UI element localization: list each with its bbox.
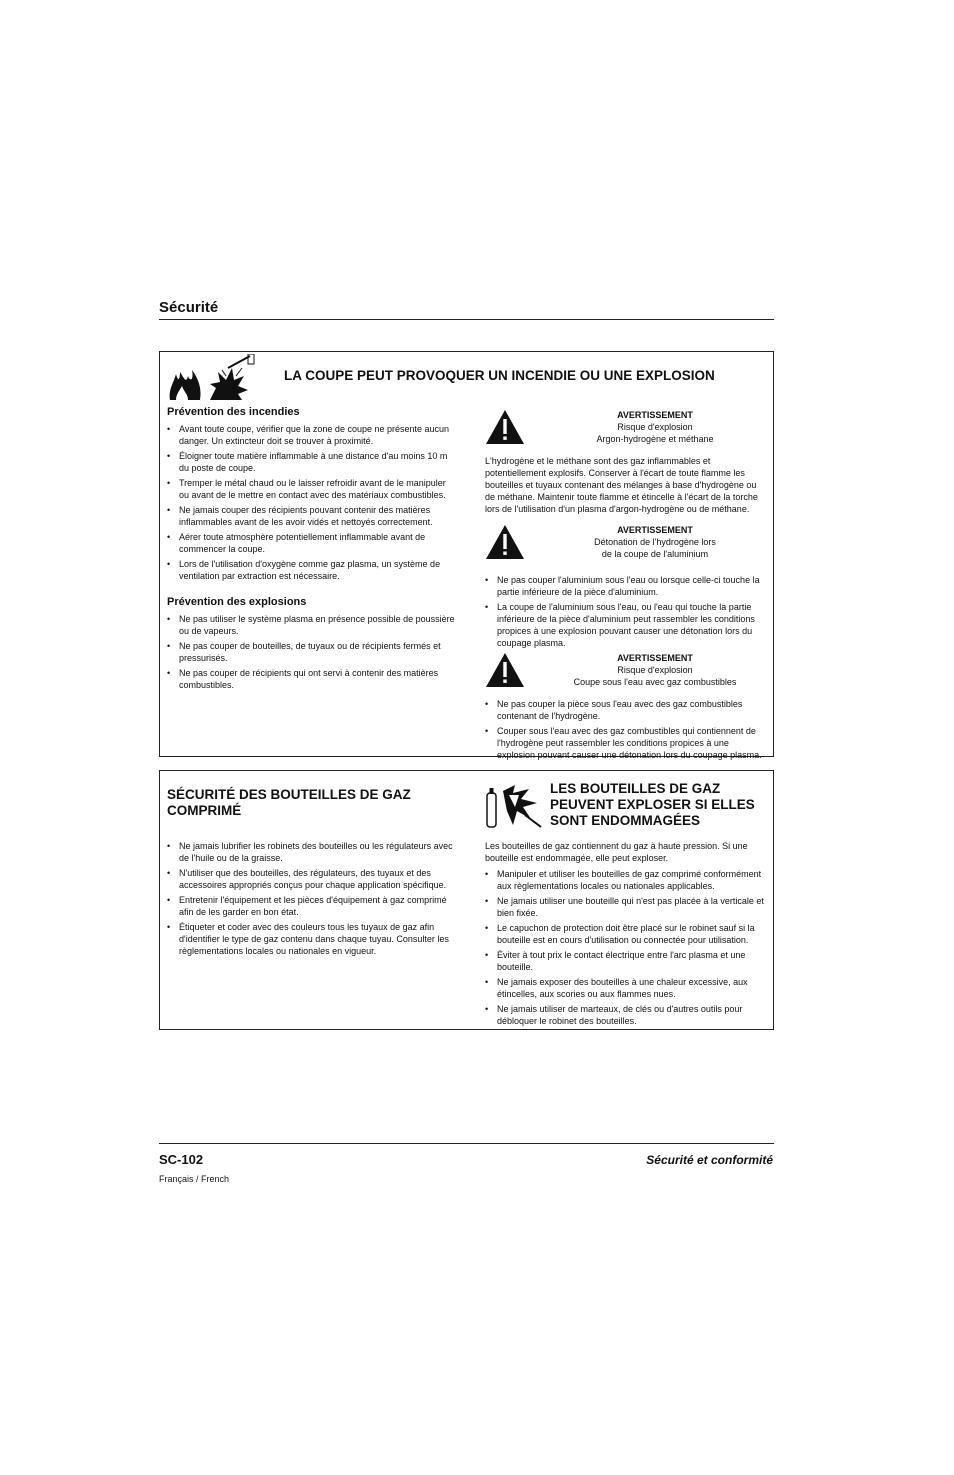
warning-line: Risque d'explosion [617, 422, 693, 432]
panel-title: LA COUPE PEUT PROVOQUER UN INCENDIE OU UNE EXPLOSION [284, 368, 715, 383]
warning-title: AVERTISSEMENT [617, 653, 693, 663]
explosion-prevention-heading: Prévention des explosions [167, 596, 307, 608]
panel-title: SÉCURITÉ DES BOUTEILLES DE GAZ COMPRIMÉ [167, 787, 411, 818]
fire-explosion-panel [159, 351, 774, 760]
list-item: • Ne pas couper la pièce sous l'eau avec des gaz combustibles contenant de l'hydrogène. [485, 698, 767, 722]
list-item: • La coupe de l'aluminium sous l'eau, ou l'eau qui touche la partie inférieure de la pièce d'aluminium peut rassembler les conditions propices à une explosion pouvant causer une détonation lors du coupage plasma. [485, 601, 767, 649]
list-item: • Le capuchon de protection doit être placé sur le robinet sauf si la bouteille est en cours d'utilisation ou connectée pour utilisation. [485, 922, 767, 946]
fire-explosion-icon [166, 354, 262, 402]
list-item: • Éloigner toute matière inflammable à une distance d'au moins 10 m du poste de coupe. [167, 450, 457, 474]
explosion-prevention-list [167, 613, 457, 691]
warning-2-list [485, 574, 767, 649]
fire-prevention-heading: Prévention des incendies [167, 406, 300, 418]
warning-triangle-icon [485, 652, 525, 688]
list-item: • Ne jamais lubrifier les robinets des bouteilles ou les régulateurs avec de l'huile ou de la graisse. [167, 840, 457, 864]
footer-rule [159, 1143, 774, 1144]
fire-prevention-list [167, 423, 457, 582]
footer-language: Français / French [159, 1174, 230, 1184]
list-item: • Manipuler et utiliser les bouteilles de gaz comprimé conformément aux règlementations locales ou nationales applicables. [485, 868, 767, 892]
cylinder-danger-list [485, 868, 767, 1027]
list-item: • Avant toute coupe, vérifier que la zone de coupe ne présente aucun danger. Un extincteur doit se trouver à proximité. [167, 423, 457, 447]
list-item: • Ne pas utiliser le système plasma en présence possible de poussière ou de vapeurs. [167, 613, 457, 637]
header-rule [159, 319, 774, 320]
list-item: • Éviter à tout prix le contact électrique entre l'arc plasma et une bouteille. [485, 949, 767, 973]
list-item: • Lors de l'utilisation d'oxygène comme gaz plasma, un système de ventilation par extraction est nécessaire. [167, 558, 457, 582]
warning-3-list [485, 698, 767, 761]
right-column [485, 409, 767, 764]
list-item: • Ne pas couper l'aluminium sous l'eau ou lorsque celle-ci touche la partie inférieure de la pièce d'aluminium. [485, 574, 767, 598]
warning-line: Détonation de l'hydrogène lors [594, 537, 716, 547]
list-item: • Aérer toute atmosphère potentiellement inflammable avant de commencer la coupe. [167, 531, 457, 555]
right-column [485, 840, 767, 1030]
list-item: • Ne jamais exposer des bouteilles à une chaleur excessive, aux étincelles, aux scories ou aux flammes nues. [485, 976, 767, 1000]
list-item: • Ne jamais utiliser une bouteille qui n'est pas placée à la verticale et bien fixée. [485, 895, 767, 919]
warning-3 [485, 652, 767, 692]
warning-1 [485, 409, 767, 449]
warning-title: AVERTISSEMENT [617, 410, 693, 420]
warning-line: de la coupe de l'aluminium [601, 549, 709, 559]
warning-line: Argon-hydrogène et méthane [596, 434, 714, 444]
warning-line: Coupe sous l'eau avec gaz combustibles [573, 677, 737, 687]
list-item: • Couper sous l'eau avec des gaz combustibles qui contiennent de l'hydrogène peut rassembler les conditions propices à une explosion pouvant causer une détonation lors du coupage plasma. [485, 725, 767, 761]
gas-cylinder-panel [159, 770, 774, 1030]
warning-line: Risque d'explosion [617, 665, 693, 675]
warning-1-text: L'hydrogène et le méthane sont des gaz inflammables et potentiellement explosifs. Conserver à l'écart de toute flamme les bouteilles et tuyaux contenant des mélanges à base d'hydrogène ou de méthane. Maintenir toute flamme et étincelle à l'écart de la torche lors de l'utilisation d'un plasma d'argon-hydrogène ou de méthane. [485, 456, 758, 514]
page-number: SC-102 [159, 1152, 204, 1167]
list-item: • Étiqueter et coder avec des couleurs tous les tuyaux de gaz afin d'identifier le type de gaz contenu dans chaque tuyau. Consulter les règlementations locales ou nationales en vigueur. [167, 921, 457, 957]
warning-2 [485, 524, 767, 564]
list-item: • N'utiliser que des bouteilles, des régulateurs, des tuyaux et des accessoires appropriés conçus pour chaque application spécifique. [167, 867, 457, 891]
list-item: • Ne jamais utiliser de marteaux, de clés ou d'autres outils pour débloquer le robinet des bouteilles. [485, 1003, 767, 1027]
list-item: • Ne pas couper de récipients qui ont servi à contenir des matières combustibles. [167, 667, 457, 691]
footer-section-title: Sécurité et conformité [646, 1153, 773, 1167]
list-item: • Ne pas couper de bouteilles, de tuyaux ou de récipients fermés et pressurisés. [167, 640, 457, 664]
list-item: • Tremper le métal chaud ou le laisser refroidir avant de le manipuler ou avant de le mettre en contact avec des matériaux combustibles. [167, 477, 457, 501]
warning-triangle-icon [485, 524, 525, 560]
panel-title: LES BOUTEILLES DE GAZ PEUVENT EXPLOSER SI ELLES SONT ENDOMMAGÉES [550, 781, 755, 828]
list-item: • Ne jamais couper des récipients pouvant contenir des matières inflammables avant de les avoir vidés et nettoyés correctement. [167, 504, 457, 528]
cylinder-intro: Les bouteilles de gaz contiennent du gaz à haute pression. Si une bouteille est endommagée, elle peut exploser. [485, 841, 748, 863]
page-section-title: Sécurité [159, 299, 219, 316]
warning-triangle-icon [485, 409, 525, 445]
cylinder-safety-list [167, 840, 457, 960]
warning-title: AVERTISSEMENT [617, 525, 693, 535]
gas-cylinder-explosion-icon [485, 779, 543, 829]
list-item: • Entretenir l'équipement et les pièces d'équipement à gaz comprimé afin de les garder en bon état. [167, 894, 457, 918]
left-column [167, 406, 457, 694]
